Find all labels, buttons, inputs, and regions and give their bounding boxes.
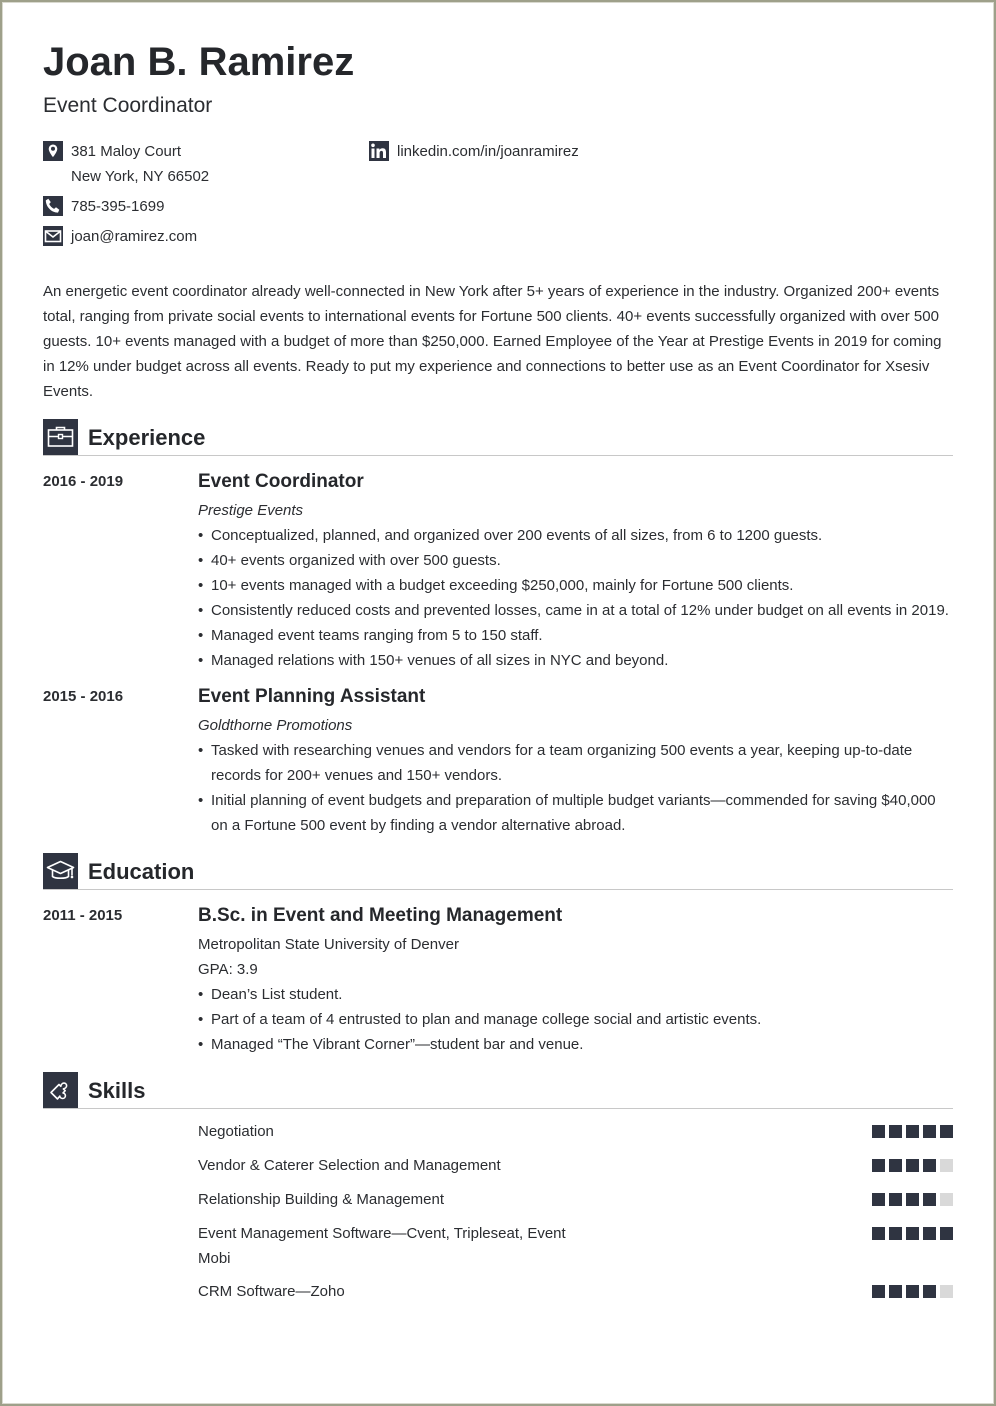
list-item: • Tasked with researching venues and vendors for a team organizing 500 events a year, keeping up-to-date records for 200+ venues and 150+ vendors. xyxy=(198,738,953,788)
job-2-dates: 2015 - 2016 xyxy=(43,688,124,705)
graduation-cap-icon xyxy=(43,853,78,889)
job-1-dates: 2016 - 2019 xyxy=(43,473,124,490)
skill-rating xyxy=(872,1125,953,1138)
rating-square-filled xyxy=(889,1193,902,1206)
skill-name: Vendor & Caterer Selection and Management xyxy=(198,1157,501,1174)
rating-square-empty xyxy=(940,1159,953,1172)
list-item: • Part of a team of 4 entrusted to plan and manage college social and artistic events. xyxy=(198,1007,953,1032)
contact-linkedin[interactable] xyxy=(369,139,669,164)
job-2-company: Goldthorne Promotions xyxy=(198,717,353,734)
skill-row xyxy=(198,1221,953,1271)
rating-square-filled xyxy=(906,1159,919,1172)
puzzle-piece-icon xyxy=(43,1072,78,1108)
skill-row xyxy=(198,1187,953,1212)
list-item: • Managed relations with 150+ venues of all sizes in NYC and beyond. xyxy=(198,648,953,673)
rating-square-filled xyxy=(906,1193,919,1206)
rating-square-filled xyxy=(923,1227,936,1240)
education-heading: Education xyxy=(88,859,195,884)
rating-square-filled xyxy=(889,1125,902,1138)
contact-address xyxy=(43,139,343,189)
list-item: • Dean’s List student. xyxy=(198,982,953,1007)
rating-square-filled xyxy=(889,1227,902,1240)
rating-square-filled xyxy=(940,1227,953,1240)
rating-square-filled xyxy=(906,1125,919,1138)
rating-square-filled xyxy=(889,1285,902,1298)
linkedin-icon xyxy=(369,141,389,161)
linkedin-link[interactable]: linkedin.com/in/joanramirez xyxy=(397,143,579,160)
skill-name: Negotiation xyxy=(198,1123,274,1140)
rating-square-filled xyxy=(923,1193,936,1206)
contact-phone xyxy=(43,194,343,219)
job-1-company: Prestige Events xyxy=(198,502,304,519)
rating-square-empty xyxy=(940,1285,953,1298)
candidate-title: Event Coordinator xyxy=(43,94,213,117)
location-pin-icon xyxy=(43,141,63,161)
list-item: • Consistently reduced costs and prevented losses, came in at a total of 12% under budget on all events in 2019. xyxy=(198,598,953,623)
list-item: • 10+ events managed with a budget exceeding $250,000, mainly for Fortune 500 clients. xyxy=(198,573,953,598)
skill-name: Relationship Building & Management xyxy=(198,1191,444,1208)
job-1-bullets xyxy=(198,523,953,673)
skill-rating xyxy=(872,1227,953,1240)
rating-square-filled xyxy=(923,1125,936,1138)
email-link[interactable]: joan@ramirez.com xyxy=(71,228,198,245)
experience-heading: Experience xyxy=(88,425,206,450)
briefcase-icon xyxy=(43,419,78,455)
rating-square-filled xyxy=(872,1193,885,1206)
envelope-icon xyxy=(43,226,63,246)
job-2-entry xyxy=(198,684,953,838)
rating-square-filled xyxy=(872,1159,885,1172)
rating-square-filled xyxy=(872,1125,885,1138)
education-dates: 2011 - 2015 xyxy=(43,907,123,924)
candidate-name: Joan B. Ramirez xyxy=(43,40,355,84)
rating-square-filled xyxy=(872,1227,885,1240)
list-item: • Managed event teams ranging from 5 to 150 staff. xyxy=(198,623,953,648)
list-item: • Managed “The Vibrant Corner”—student bar and venue. xyxy=(198,1032,953,1057)
address-line-1: 381 Maloy Court xyxy=(71,143,182,160)
education-section-header xyxy=(43,853,953,890)
job-2-title: Event Planning Assistant xyxy=(198,686,426,707)
skill-rating xyxy=(872,1193,953,1206)
gpa: GPA: 3.9 xyxy=(198,961,258,978)
experience-section-header xyxy=(43,419,953,456)
skill-name: Event Management Software—Cvent, Tripleseat, Event Mobi xyxy=(198,1225,566,1267)
degree-title: B.Sc. in Event and Meeting Management xyxy=(198,905,563,926)
rating-square-filled xyxy=(889,1159,902,1172)
rating-square-filled xyxy=(906,1285,919,1298)
phone-icon xyxy=(43,196,63,216)
list-item: • 40+ events organized with over 500 guests. xyxy=(198,548,953,573)
school-name: Metropolitan State University of Denver xyxy=(198,936,459,953)
rating-square-empty xyxy=(940,1193,953,1206)
phone-number: 785-395-1699 xyxy=(71,198,165,215)
skill-row xyxy=(198,1119,953,1144)
skill-rating xyxy=(872,1159,953,1172)
skill-row xyxy=(198,1279,953,1304)
rating-square-filled xyxy=(923,1285,936,1298)
skill-name: CRM Software—Zoho xyxy=(198,1283,345,1300)
skill-rating xyxy=(872,1285,953,1298)
list-item: • Conceptualized, planned, and organized over 200 events of all sizes, from 6 to 1200 guests. xyxy=(198,523,953,548)
education-bullets xyxy=(198,982,953,1057)
rating-square-filled xyxy=(923,1159,936,1172)
contact-email[interactable] xyxy=(43,224,343,249)
job-1-title: Event Coordinator xyxy=(198,471,364,492)
address-line-2: New York, NY 66502 xyxy=(71,168,210,185)
rating-square-filled xyxy=(940,1125,953,1138)
professional-summary: An energetic event coordinator already well-connected in New York after 5+ years of experience in the industry. Organized 200+ events total, ranging from private social events to international events for Fortune 500 clients. 40+ events successfully organized with over 500 guests. 10+ events managed with a budget of more than $250,000. Earned Employee of the Year at Prestige Events in 2019 for coming in 12% under budget across all events. Ready to put my experience and connections to better use as an Event Coordinator for Xsesiv Events. xyxy=(43,283,942,400)
skills-section-header xyxy=(43,1072,953,1109)
skills-heading: Skills xyxy=(88,1078,146,1103)
list-item: • Initial planning of event budgets and preparation of multiple budget variants—commended for saving $40,000 on a Fortune 500 event by finding a vendor alternative abroad. xyxy=(198,788,953,838)
rating-square-filled xyxy=(906,1227,919,1240)
job-1-entry xyxy=(198,469,953,673)
skill-row xyxy=(198,1153,953,1178)
rating-square-filled xyxy=(872,1285,885,1298)
job-2-bullets xyxy=(198,738,953,838)
education-entry xyxy=(198,903,953,1057)
